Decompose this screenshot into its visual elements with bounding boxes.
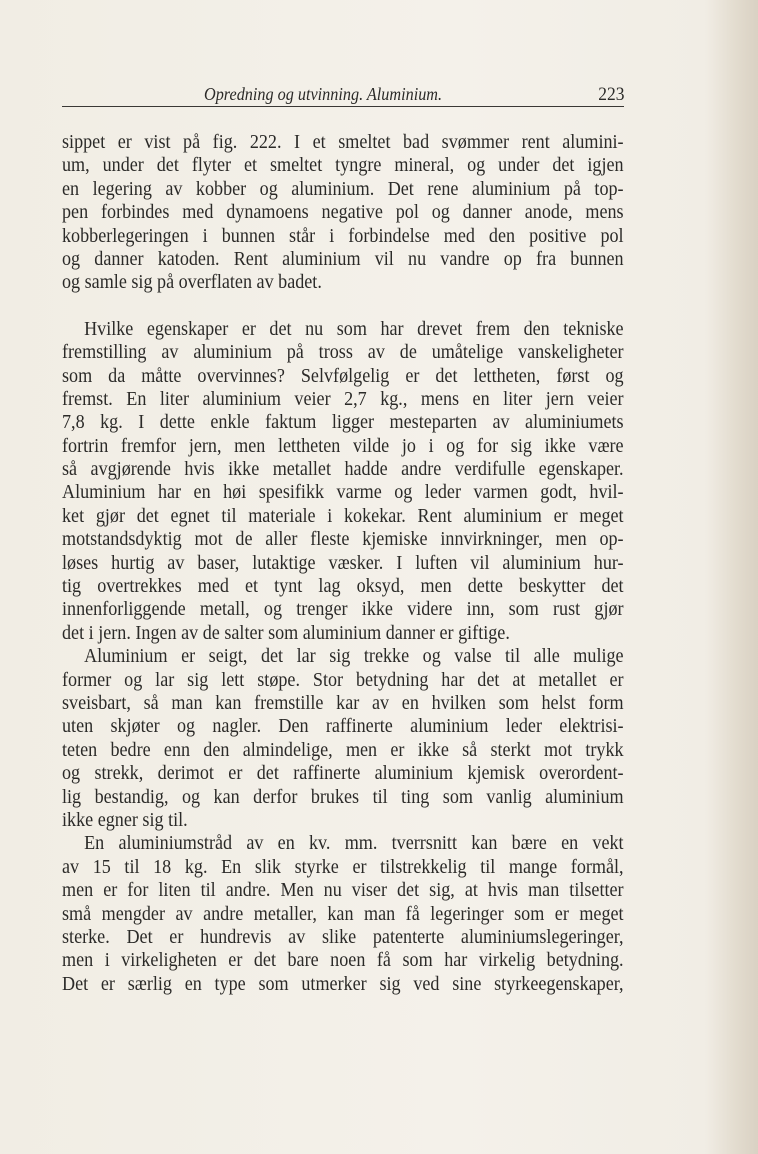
text-line: som da måtte overvinnes? Selvfølgelig er det lettheten, først og bbox=[62, 364, 624, 387]
text-line: Hvilke egenskaper er det nu som har drevet frem den tekniske bbox=[84, 317, 624, 340]
text-line: former og lar sig lett støpe. Stor betydning har det at metallet er bbox=[62, 668, 624, 691]
text-line: Aluminium har en høi spesifikk varme og leder varmen godt, hvil- bbox=[62, 481, 624, 504]
running-header bbox=[62, 84, 624, 106]
text-line: og danner katoden. Rent aluminium vil nu vandre op fra bunnen bbox=[62, 247, 624, 270]
text-line: fortrin fremfor jern, men lettheten vilde jo i og for sig ikke være bbox=[62, 434, 624, 457]
text-line: ket gjør det egnet til materiale i kokekar. Rent aluminium er meget bbox=[62, 504, 624, 527]
text-line: det i jern. Ingen av de salter som aluminium danner er giftige. bbox=[62, 621, 510, 644]
header-rule bbox=[62, 106, 624, 107]
text-line: sippet er vist på fig. 222. I et smeltet bad svømmer rent alumini- bbox=[62, 131, 624, 153]
text-line: teten bedre enn den almindelige, men er ikke så sterkt mot trykk bbox=[62, 738, 624, 761]
text-line: og strekk, derimot er det raffinerte aluminium kjemisk overordent- bbox=[62, 762, 624, 785]
text-line: innenforliggende metall, og trenger ikke videre inn, som rust gjør bbox=[62, 598, 624, 621]
text-line: motstandsdyktig mot de aller fleste kjemiske innvirkninger, men op- bbox=[62, 528, 624, 551]
text-line: en legering av kobber og aluminium. Det rene aluminium på top- bbox=[62, 177, 624, 200]
text-line: sveisbart, så man kan fremstille kar av en hvilken som helst form bbox=[62, 691, 624, 714]
text-line: sterke. Det er hundrevis av slike patenterte aluminiumslegeringer, bbox=[62, 925, 624, 948]
text-line: En aluminiumstråd av en kv. mm. tverrsnitt kan bære en vekt bbox=[84, 832, 624, 855]
text-line: løses hurtig av baser, lutaktige væsker. I luften vil aluminium hur- bbox=[62, 551, 624, 574]
text-line: av 15 til 18 kg. En slik styrke er tilstrekkelig til mange formål, bbox=[62, 855, 624, 878]
running-title: Opredning og utvinning. Aluminium. bbox=[204, 84, 443, 104]
text-line: og samle sig på overflaten av badet. bbox=[62, 271, 322, 294]
text-line: kobberlegeringen i bunnen står i forbindelse med den positive pol bbox=[62, 224, 624, 247]
text-line: um, under det flyter et smeltet tyngre mineral, og under det igjen bbox=[62, 154, 624, 177]
text-line: fremst. En liter aluminium veier 2,7 kg., mens en liter jern veier bbox=[62, 387, 624, 410]
paragraph bbox=[62, 832, 624, 996]
paragraph bbox=[62, 131, 624, 295]
text-line: Aluminium er seigt, det lar sig trekke og valse til alle mulige bbox=[84, 645, 624, 668]
text-line: uten skjøter og nagler. Den raffinerte aluminium leder elektrisi- bbox=[62, 715, 624, 738]
body-text bbox=[62, 131, 624, 996]
text-line: lig bestandig, og kan derfor brukes til ting som vanlig aluminium bbox=[62, 785, 624, 808]
text-line: men i virkeligheten er det bare noen få som har virkelig betydning. bbox=[62, 949, 624, 972]
paragraph bbox=[62, 645, 624, 832]
text-line: tig overtrekkes med et tynt lag oksyd, men dette beskytter det bbox=[62, 575, 624, 598]
text-line: små mengder av andre metaller, kan man få legeringer som er meget bbox=[62, 902, 624, 925]
text-line: men er for liten til andre. Men nu viser det sig, at hvis man tilsetter bbox=[62, 879, 624, 902]
paragraph bbox=[62, 318, 624, 645]
text-line: ikke egner sig til. bbox=[62, 808, 188, 831]
text-line: Det er særlig en type som utmerker sig ved sine styrkeegenskaper, bbox=[62, 972, 624, 995]
text-line: fremstilling av aluminium på tross av de umåtelige vanskeligheter bbox=[62, 341, 624, 364]
text-line: så avgjørende hvis ikke metallet hadde andre verdifulle egenskaper. bbox=[62, 458, 624, 481]
text-line: pen forbindes med dynamoens negative pol og danner anode, mens bbox=[62, 201, 624, 224]
page-number: 223 bbox=[597, 84, 624, 105]
text-line: 7,8 kg. I dette enkle faktum ligger mesteparten av aluminiumets bbox=[62, 411, 624, 434]
